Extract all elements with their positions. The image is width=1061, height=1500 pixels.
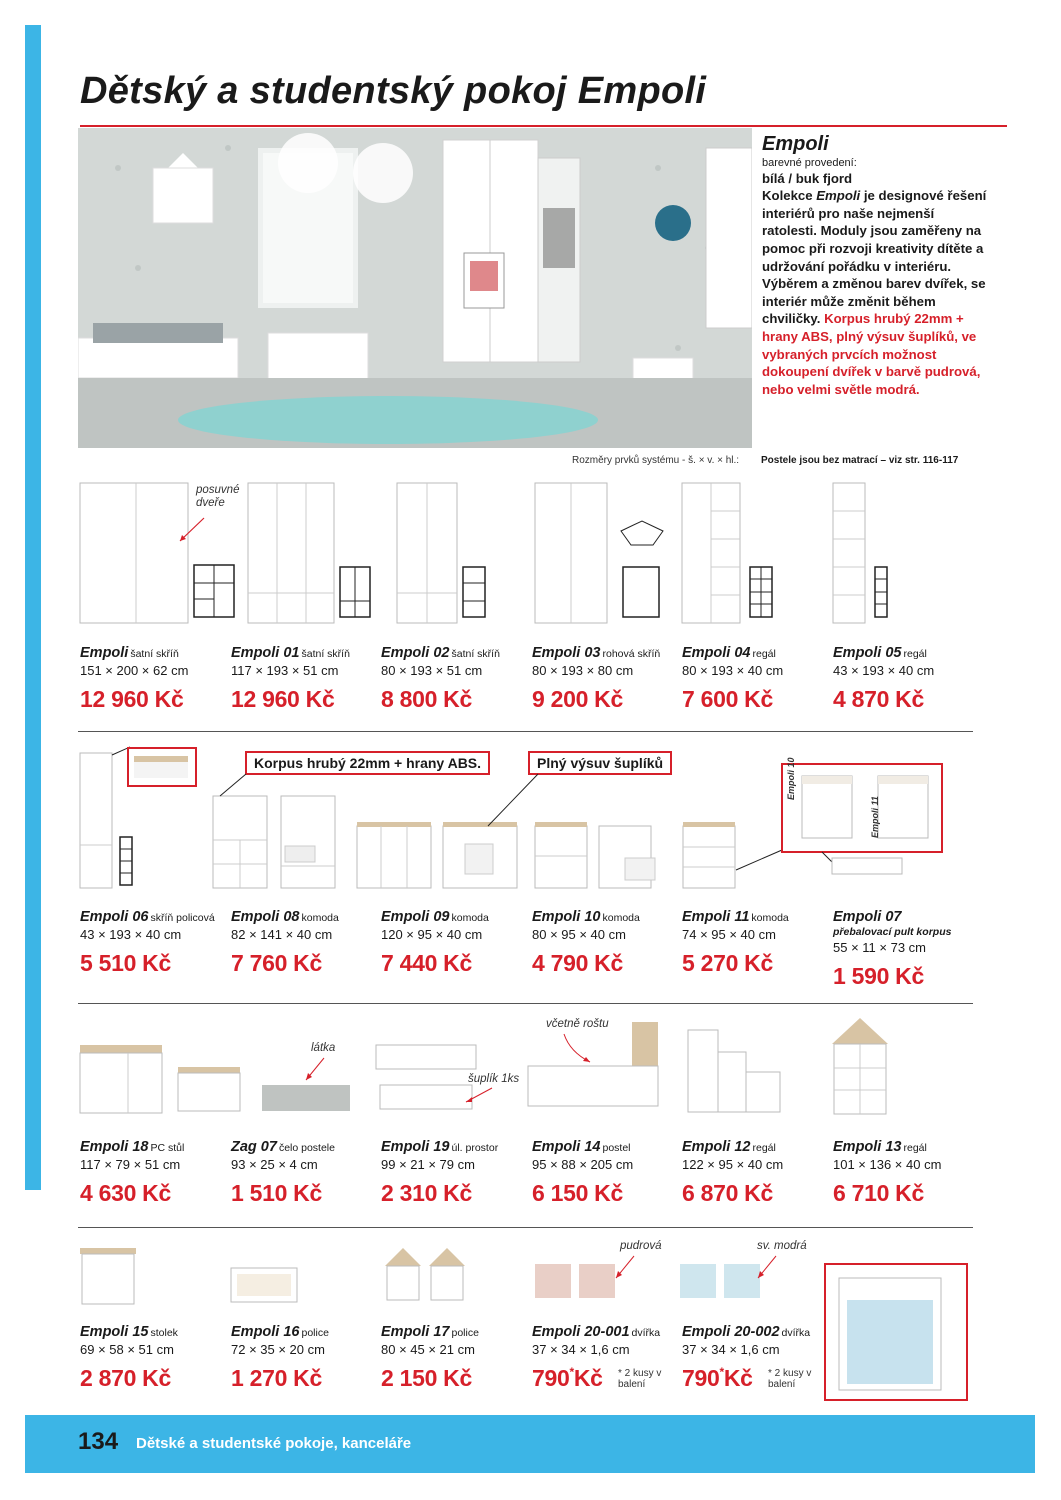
product-name-text: Empoli 16	[231, 1324, 300, 1340]
product-dimensions: 80 × 193 × 40 cm	[682, 663, 784, 678]
product-name	[381, 1324, 531, 1340]
callout-korpus: Korpus hrubý 22mm + hrany ABS.	[245, 751, 490, 775]
product-price-value: 5 270 Kč	[682, 950, 773, 976]
product-price	[381, 686, 531, 713]
product-name	[381, 909, 531, 925]
product-dimensions: 122 × 95 × 40 cm	[682, 1157, 784, 1172]
note-light-blue: sv. modrá	[757, 1240, 807, 1252]
product-name	[231, 645, 381, 661]
product-description: komoda	[301, 912, 339, 924]
product-description: šatní skříň	[130, 648, 179, 660]
product-name-text: Empoli 10	[532, 909, 601, 925]
product-name-text: Empoli 05	[833, 645, 902, 661]
product-name	[231, 1139, 381, 1155]
product-dimensions: 43 × 193 × 40 cm	[80, 927, 182, 942]
product-card	[231, 645, 381, 713]
note-fabric-arrow	[300, 1056, 330, 1086]
product-card	[532, 1139, 682, 1207]
product-dimensions: 80 × 95 × 40 cm	[532, 927, 626, 942]
product-card	[231, 1324, 381, 1392]
product-card	[833, 1139, 983, 1207]
product-name	[80, 1139, 230, 1155]
product-description: postel	[602, 1142, 631, 1154]
note-sliding-doors-1: posuvné	[196, 484, 240, 496]
title-rule	[80, 125, 1007, 127]
product-dimensions: 43 × 193 × 40 cm	[833, 663, 935, 678]
product-price-value: 790	[682, 1365, 720, 1391]
product-card	[80, 1139, 230, 1207]
note-slats: včetně roštu	[546, 1018, 609, 1030]
product-card	[381, 909, 531, 977]
product-image-door-detail	[825, 1264, 970, 1404]
callout-vysuv: Plný výsuv šuplíků	[528, 751, 672, 775]
product-name	[682, 645, 832, 661]
product-name-text: Empoli 02	[381, 645, 450, 661]
product-price-value: 1 590 Kč	[833, 963, 924, 989]
product-price-value: 9 200 Kč	[532, 686, 623, 712]
product-card	[231, 909, 381, 977]
product-description: police	[451, 1327, 479, 1339]
product-image-zag-07	[262, 1085, 352, 1115]
product-card	[682, 645, 832, 713]
intro-name: Empoli	[762, 133, 829, 155]
intro-body-italic: Empoli	[816, 188, 861, 204]
price-currency: Kč	[573, 1365, 603, 1391]
product-price-value: 7 600 Kč	[682, 686, 773, 712]
product-card	[231, 1139, 381, 1207]
product-price-value: 12 960 Kč	[231, 686, 335, 712]
sidebar-accent-bar	[25, 25, 41, 1190]
product-name	[231, 909, 381, 925]
intro-body-1: Kolekce	[762, 188, 817, 204]
note-sliding-doors-2: dveře	[196, 497, 225, 509]
product-description: komoda	[602, 912, 640, 924]
product-price-value: 2 310 Kč	[381, 1180, 472, 1206]
product-dimensions: 80 × 193 × 80 cm	[532, 663, 634, 678]
product-price	[381, 1365, 531, 1392]
product-dimensions: 99 × 21 × 79 cm	[381, 1157, 475, 1172]
intro-body-red: Korpus hrubý 22mm + hrany ABS, plný výsuv šuplíků, ve vybraných prvcích možnost dokoupení dvířek v barvě pudrová, nebo velmi světle modrá.	[762, 311, 981, 397]
product-dimensions: 151 × 200 × 62 cm	[80, 663, 189, 678]
product-description: čelo postele	[278, 1142, 335, 1154]
row-divider	[78, 1003, 973, 1004]
note-drawer: šuplík 1ks	[468, 1073, 520, 1085]
product-name	[682, 1139, 832, 1155]
footer-section-title: Dětské a studentské pokoje, kanceláře	[136, 1435, 412, 1452]
product-price	[80, 1365, 230, 1392]
product-card	[833, 909, 983, 990]
product-price-value: 6 710 Kč	[833, 1180, 924, 1206]
product-name	[381, 1139, 531, 1155]
product-price	[682, 686, 832, 713]
product-price-value: 2 150 Kč	[381, 1365, 472, 1391]
label-empoli-11: Empoli 11	[870, 796, 880, 838]
product-image-empoli-02	[397, 483, 507, 623]
product-price	[833, 686, 983, 713]
product-description: regál	[903, 1142, 927, 1154]
product-price-value: 6 150 Kč	[532, 1180, 623, 1206]
product-name-text: Empoli 06	[80, 909, 149, 925]
product-name-text: Empoli 13	[833, 1139, 902, 1155]
product-name-text: Empoli 20-001	[532, 1324, 630, 1340]
product-price	[231, 686, 381, 713]
product-name-text: Empoli 17	[381, 1324, 450, 1340]
product-name-text: Zag 07	[231, 1139, 277, 1155]
price-footnote: * 2 kusy v balení	[618, 1368, 662, 1390]
product-name-text: Empoli 19	[381, 1139, 450, 1155]
product-dimensions: 117 × 79 × 51 cm	[80, 1157, 181, 1172]
product-name-text: Empoli	[80, 645, 129, 661]
price-asterisk: *	[719, 1365, 724, 1379]
product-price-value: 4 790 Kč	[532, 950, 623, 976]
product-card	[532, 1324, 682, 1392]
product-description: úl. prostor	[451, 1142, 499, 1154]
product-dimensions: 55 × 11 × 73 cm	[833, 940, 926, 955]
product-price-value: 7 760 Kč	[231, 950, 322, 976]
product-description: šatní skříň	[301, 648, 350, 660]
price-footnote: * 2 kusy v balení	[768, 1368, 812, 1390]
product-name	[80, 1324, 230, 1340]
product-name-text: Empoli 15	[80, 1324, 149, 1340]
product-description: stolek	[150, 1327, 178, 1339]
note-drawer-arrow	[460, 1086, 500, 1116]
product-price	[80, 950, 230, 977]
product-price-value: 1 510 Kč	[231, 1180, 322, 1206]
product-image-empoli-11	[683, 822, 743, 888]
product-name	[833, 909, 983, 938]
product-name	[231, 1324, 381, 1340]
product-name	[833, 1139, 983, 1155]
product-price-value: 5 510 Kč	[80, 950, 171, 976]
row-divider	[78, 1227, 973, 1228]
product-card	[682, 1324, 832, 1392]
product-price-value: 4 870 Kč	[833, 686, 924, 712]
product-price	[682, 950, 832, 977]
product-description: police	[301, 1327, 329, 1339]
product-card	[532, 645, 682, 713]
product-name-text: Empoli 03	[532, 645, 601, 661]
product-card	[833, 645, 983, 713]
note-fabric: látka	[311, 1042, 336, 1054]
product-price-value: 6 870 Kč	[682, 1180, 773, 1206]
product-card	[532, 909, 682, 977]
label-empoli-10: Empoli 10	[786, 757, 796, 800]
product-price	[381, 1180, 531, 1207]
product-name-text: Empoli 09	[381, 909, 450, 925]
product-description: rohová skříň	[602, 648, 661, 660]
product-name-text: Empoli 18	[80, 1139, 149, 1155]
product-dimensions: 80 × 193 × 51 cm	[381, 663, 483, 678]
product-name	[381, 645, 531, 661]
row-divider	[78, 731, 973, 732]
product-dimensions: 101 × 136 × 40 cm	[833, 1157, 942, 1172]
product-card	[381, 1324, 531, 1392]
product-name-text: Empoli 20-002	[682, 1324, 780, 1340]
product-dimensions: 37 × 34 × 1,6 cm	[682, 1342, 780, 1357]
product-dimensions: 80 × 45 × 21 cm	[381, 1342, 475, 1357]
product-name	[80, 645, 230, 661]
product-price-value: 1 270 Kč	[231, 1365, 322, 1391]
product-price-value: 7 440 Kč	[381, 950, 472, 976]
product-card	[80, 645, 230, 713]
product-description: komoda	[451, 912, 489, 924]
dimensions-caption: Rozměry prvků systému - š. × v. × hl.:	[572, 455, 740, 466]
product-image-empoli-05	[833, 483, 903, 623]
note-light-blue-arrow	[752, 1254, 782, 1284]
product-image-empoli-15	[80, 1248, 140, 1308]
product-name	[80, 909, 230, 925]
product-dimensions: 93 × 25 × 4 cm	[231, 1157, 318, 1172]
price-asterisk: *	[569, 1365, 574, 1379]
note-powder-pink: pudrová	[620, 1240, 662, 1252]
page-number: 134	[78, 1428, 119, 1455]
product-name	[682, 909, 832, 925]
beds-caption: Postele jsou bez matrací – viz str. 116-117	[761, 455, 959, 466]
product-card	[80, 909, 230, 977]
product-name-text: Empoli 08	[231, 909, 300, 925]
product-dimensions: 82 × 141 × 40 cm	[231, 927, 333, 942]
product-card	[80, 1324, 230, 1392]
product-name	[682, 1324, 832, 1340]
callout-leader-lines	[220, 774, 560, 834]
note-slats-arrow	[560, 1032, 600, 1072]
product-name-text: Empoli 11	[682, 909, 750, 925]
product-image-empoli-16	[231, 1268, 301, 1308]
product-name	[532, 645, 682, 661]
product-dimensions: 117 × 193 × 51 cm	[231, 663, 339, 678]
note-powder-pink-arrow	[610, 1254, 640, 1284]
product-image-empoli-01	[248, 483, 378, 623]
product-price	[381, 950, 531, 977]
product-dimensions: 74 × 95 × 40 cm	[682, 927, 776, 942]
product-description: dvířka	[781, 1327, 811, 1339]
price-currency: Kč	[723, 1365, 753, 1391]
intro-finish: bílá / buk fjord	[762, 170, 853, 186]
product-image-empoli-04	[682, 483, 782, 623]
product-name-text: Empoli 14	[532, 1139, 601, 1155]
product-description: dvířka	[631, 1327, 661, 1339]
product-price	[833, 963, 983, 990]
product-card	[381, 645, 531, 713]
product-price	[532, 686, 682, 713]
product-image-edge-detail	[128, 748, 198, 788]
product-name-text: Empoli 01	[231, 645, 300, 661]
product-name	[833, 645, 983, 661]
product-price	[682, 1180, 832, 1207]
product-dimensions: 95 × 88 × 205 cm	[532, 1157, 634, 1172]
product-image-empoli-17	[385, 1248, 475, 1308]
product-price-value: 12 960 Kč	[80, 686, 184, 712]
product-price	[231, 950, 381, 977]
product-price	[80, 686, 230, 713]
product-price	[833, 1180, 983, 1207]
product-dimensions: 72 × 35 × 20 cm	[231, 1342, 325, 1357]
hero-room-photo	[78, 128, 752, 448]
product-description: regál	[752, 648, 776, 660]
product-name	[532, 1139, 682, 1155]
product-name-text: Empoli 04	[682, 645, 751, 661]
product-description: přebalovací pult korpus	[833, 926, 952, 938]
product-description: PC stůl	[150, 1142, 185, 1154]
product-description: regál	[903, 648, 927, 660]
product-name-text: Empoli 07	[833, 909, 902, 925]
intro-text	[762, 133, 992, 398]
product-name	[532, 909, 682, 925]
product-image-empoli-18	[80, 1045, 245, 1115]
product-price	[231, 1180, 381, 1207]
product-name-text: Empoli 12	[682, 1139, 751, 1155]
product-price	[80, 1180, 230, 1207]
product-description: komoda	[751, 912, 789, 924]
intro-finish-label: barevné provedení:	[762, 156, 857, 169]
product-description: šatní skříň	[451, 648, 500, 660]
product-card	[682, 909, 832, 977]
product-card	[682, 1139, 832, 1207]
product-dimensions: 120 × 95 × 40 cm	[381, 927, 483, 942]
product-price	[532, 1180, 682, 1207]
product-price-value: 8 800 Kč	[381, 686, 472, 712]
product-description: regál	[752, 1142, 776, 1154]
product-price-value: 2 870 Kč	[80, 1365, 171, 1391]
product-image-empoli-12	[688, 1030, 783, 1115]
product-price-value: 790	[532, 1365, 570, 1391]
product-image-empoli-03	[535, 483, 675, 623]
product-image-empoli-07-set	[736, 762, 946, 882]
product-price-value: 4 630 Kč	[80, 1180, 171, 1206]
intro-body-2: je designové řešení interiérů pro naše nejmenší ratolesti. Moduly jsou zaměřeny na pomoc při rozvoji kreativity dítěte a udržování pořádku v interiéru. Výběrem a změnou barev dvířek, se interiér může změnit během chviličky.	[762, 188, 987, 327]
product-price	[231, 1365, 381, 1392]
product-price	[532, 950, 682, 977]
product-name	[532, 1324, 682, 1340]
product-dimensions: 37 × 34 × 1,6 cm	[532, 1342, 630, 1357]
product-card	[381, 1139, 531, 1207]
product-description: skříň policová	[150, 912, 215, 924]
product-image-empoli-13	[832, 1018, 902, 1118]
product-dimensions: 69 × 58 × 51 cm	[80, 1342, 174, 1357]
page-title: Dětský a studentský pokoj Empoli	[80, 70, 707, 112]
